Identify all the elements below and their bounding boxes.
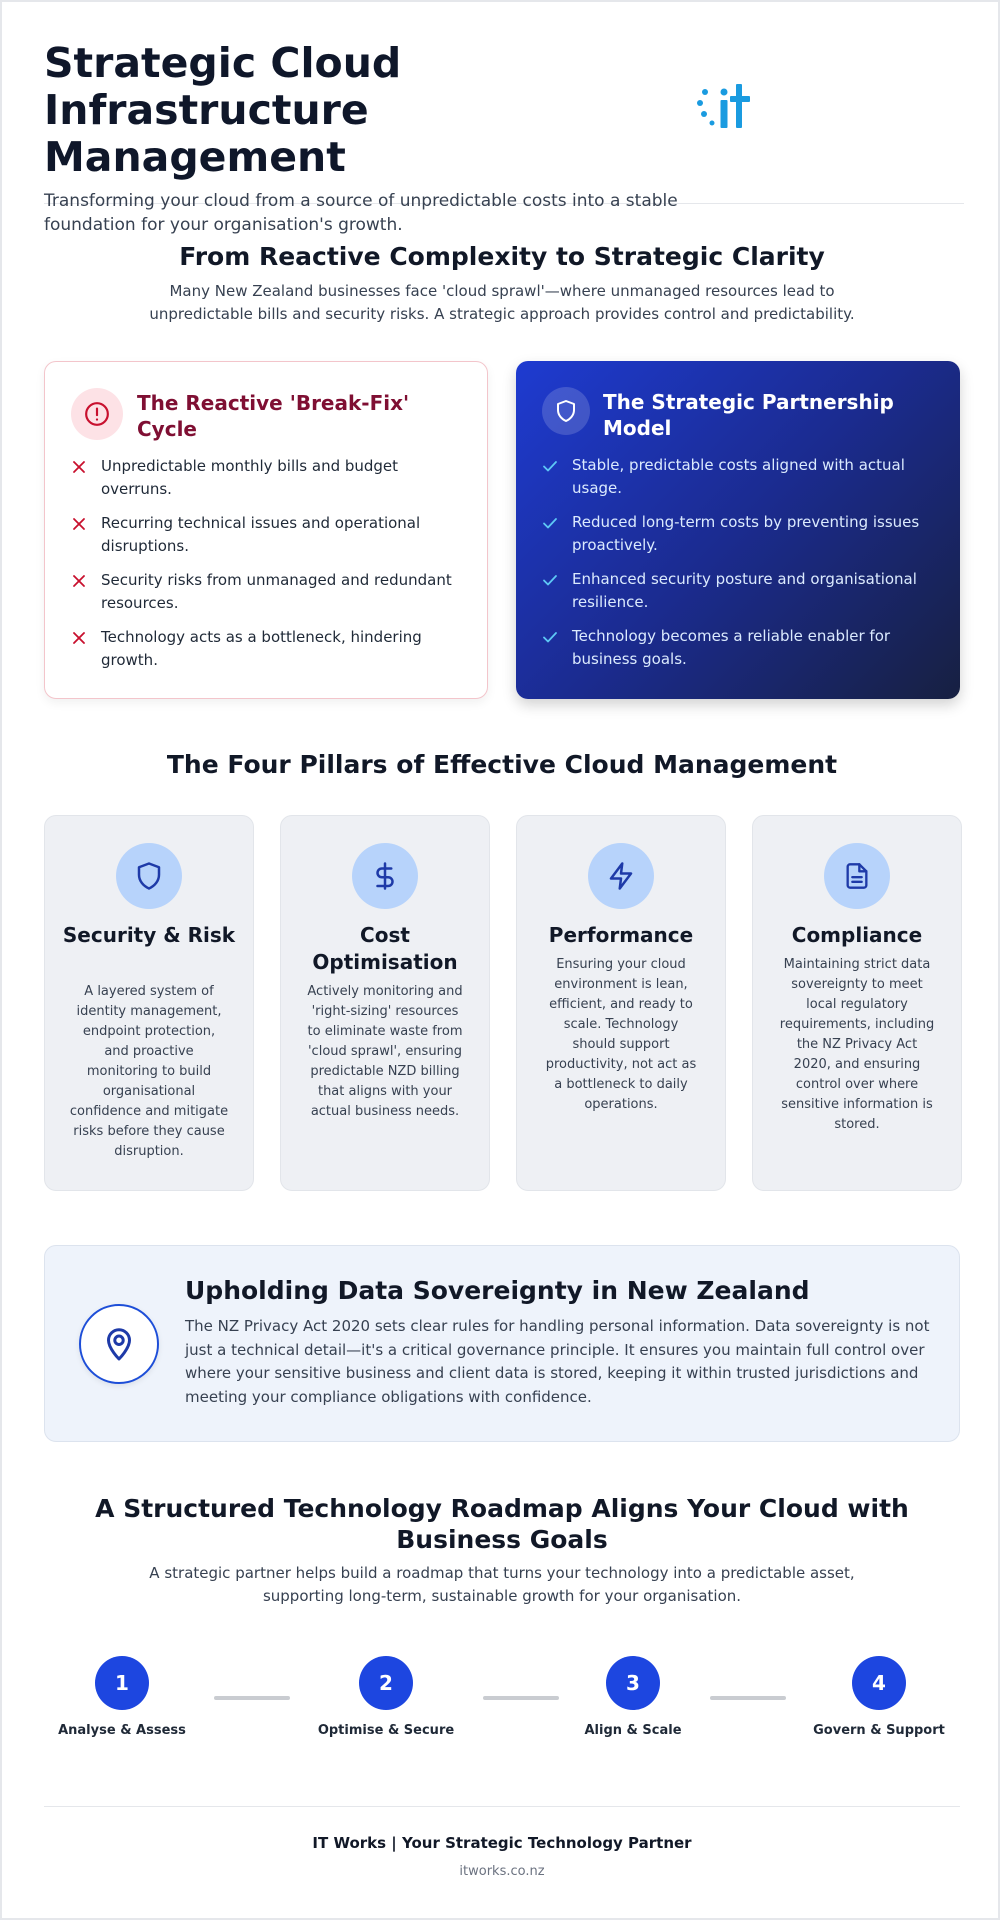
company-logo <box>694 76 774 146</box>
pillar-performance <box>516 815 726 1191</box>
pillar-title: Compliance <box>791 923 923 947</box>
list-item <box>71 512 461 558</box>
roadmap-step-1 <box>42 1656 202 1738</box>
step-label: Govern & Support <box>813 1723 945 1738</box>
list-item-text: Stable, predictable costs aligned with actual usage. <box>572 456 905 497</box>
shield-icon <box>116 843 182 909</box>
sovereignty-title: Upholding Data Sovereignty in New Zealand <box>185 1276 810 1305</box>
list-item <box>542 454 932 500</box>
list-item <box>71 626 461 672</box>
step-label: Align & Scale <box>584 1723 682 1738</box>
step-number: 2 <box>359 1656 413 1710</box>
check-icon <box>542 572 558 588</box>
pillar-text: A layered system of identity management, endpoint protection, and proactive monitoring to build organisational confidence and mitigate risks before they cause disruption. <box>69 984 229 1159</box>
footer-url: itworks.co.nz <box>459 1864 545 1879</box>
footer-title: IT Works | Your Strategic Technology Partner <box>312 1834 692 1852</box>
list-item-text: Unpredictable monthly bills and budget overruns. <box>101 457 399 498</box>
x-mark-icon <box>71 573 87 589</box>
alert-circle-icon <box>71 388 123 440</box>
lightning-icon <box>588 843 654 909</box>
roadmap-title: A Structured Technology Roadmap Aligns Your Cloud with Business Goals <box>95 1494 909 1554</box>
intro-lead: Many New Zealand businesses face 'cloud sprawl'—where unmanaged resources lead to unpredictable bills and security risks. A strategic approach provides control and predictability. <box>149 282 855 323</box>
pillar-text: Ensuring your cloud environment is lean, efficient, and ready to scale. Technology should support productivity, not act as a bottleneck to daily operations. <box>545 957 697 1112</box>
intro-title: From Reactive Complexity to Strategic Clarity <box>179 242 825 271</box>
check-icon <box>542 629 558 645</box>
footer-divider <box>44 1806 960 1807</box>
roadmap-step-3 <box>553 1656 713 1738</box>
list-item-text: Recurring technical issues and operational disruptions. <box>101 514 421 555</box>
data-sovereignty-panel <box>44 1245 960 1442</box>
reactive-list <box>71 455 461 683</box>
step-connector <box>214 1696 290 1700</box>
list-item <box>542 511 932 557</box>
list-item <box>71 569 461 615</box>
list-item-text: Technology becomes a reliable enabler for business goals. <box>572 627 891 668</box>
list-item-text: Reduced long-term costs by preventing issues proactively. <box>572 513 920 554</box>
step-connector <box>483 1696 559 1700</box>
pillar-title: Cost Optimisation <box>312 923 458 974</box>
list-item-text: Technology acts as a bottleneck, hindering growth. <box>101 628 422 669</box>
pillar-text: Actively monitoring and 'right-sizing' resources to eliminate waste from 'cloud sprawl', ensuring predictable NZD billing that aligns with your actual business needs. <box>307 984 463 1119</box>
list-item-text: Security risks from unmanaged and redundant resources. <box>101 571 452 612</box>
header <box>44 39 964 235</box>
pillar-compliance <box>752 815 962 1191</box>
step-number: 4 <box>852 1656 906 1710</box>
step-label: Optimise & Secure <box>317 1723 455 1738</box>
page-subtitle: Transforming your cloud from a source of unpredictable costs into a stable foundation for your organisation's growth. <box>44 191 678 235</box>
reactive-cycle-card <box>44 361 488 699</box>
step-number: 1 <box>95 1656 149 1710</box>
pillar-security <box>44 815 254 1191</box>
pillar-cost <box>280 815 490 1191</box>
x-mark-icon <box>71 459 87 475</box>
check-icon <box>542 458 558 474</box>
sovereignty-text: The NZ Privacy Act 2020 sets clear rules for handling personal information. Data sovereignty is not just a technical detail—it's a critical governance principle. It ensures you maintain full control over where your sensitive business and client data is stored, keeping it within trusted jurisdictions and meeting your compliance obligations with confidence. <box>185 1317 930 1406</box>
roadmap-step-4 <box>799 1656 959 1738</box>
roadmap-step-2 <box>306 1656 466 1738</box>
step-label: Analyse & Assess <box>58 1723 186 1738</box>
list-item-text: Enhanced security posture and organisational resilience. <box>572 570 917 611</box>
list-item <box>542 625 932 671</box>
strategic-card-title: The Strategic Partnership Model <box>603 390 894 440</box>
x-mark-icon <box>71 630 87 646</box>
step-connector <box>710 1696 786 1700</box>
page-title: Strategic Cloud Infrastructure Management <box>44 39 402 181</box>
dollar-icon <box>352 843 418 909</box>
reactive-card-title: The Reactive 'Break-Fix' Cycle <box>137 391 410 441</box>
shield-icon <box>542 387 590 435</box>
list-item <box>71 455 461 501</box>
pillars-title: The Four Pillars of Effective Cloud Management <box>166 750 838 779</box>
x-mark-icon <box>71 516 87 532</box>
pillar-title: Security & Risk <box>62 923 236 947</box>
list-item <box>542 568 932 614</box>
map-pin-icon <box>79 1304 159 1384</box>
strategic-partnership-card <box>516 361 960 699</box>
document-icon <box>824 843 890 909</box>
pillar-title: Performance <box>548 923 694 947</box>
step-number: 3 <box>606 1656 660 1710</box>
check-icon <box>542 515 558 531</box>
pillar-text: Maintaining strict data sovereignty to meet local regulatory requirements, including the NZ Privacy Act 2020, and ensuring control over where sensitive information is stored. <box>779 957 935 1132</box>
strategic-list <box>542 454 932 682</box>
roadmap-lead: A strategic partner helps build a roadmap that turns your technology into a predictable asset, supporting long-term, sustainable growth for your organisation. <box>149 1564 855 1605</box>
